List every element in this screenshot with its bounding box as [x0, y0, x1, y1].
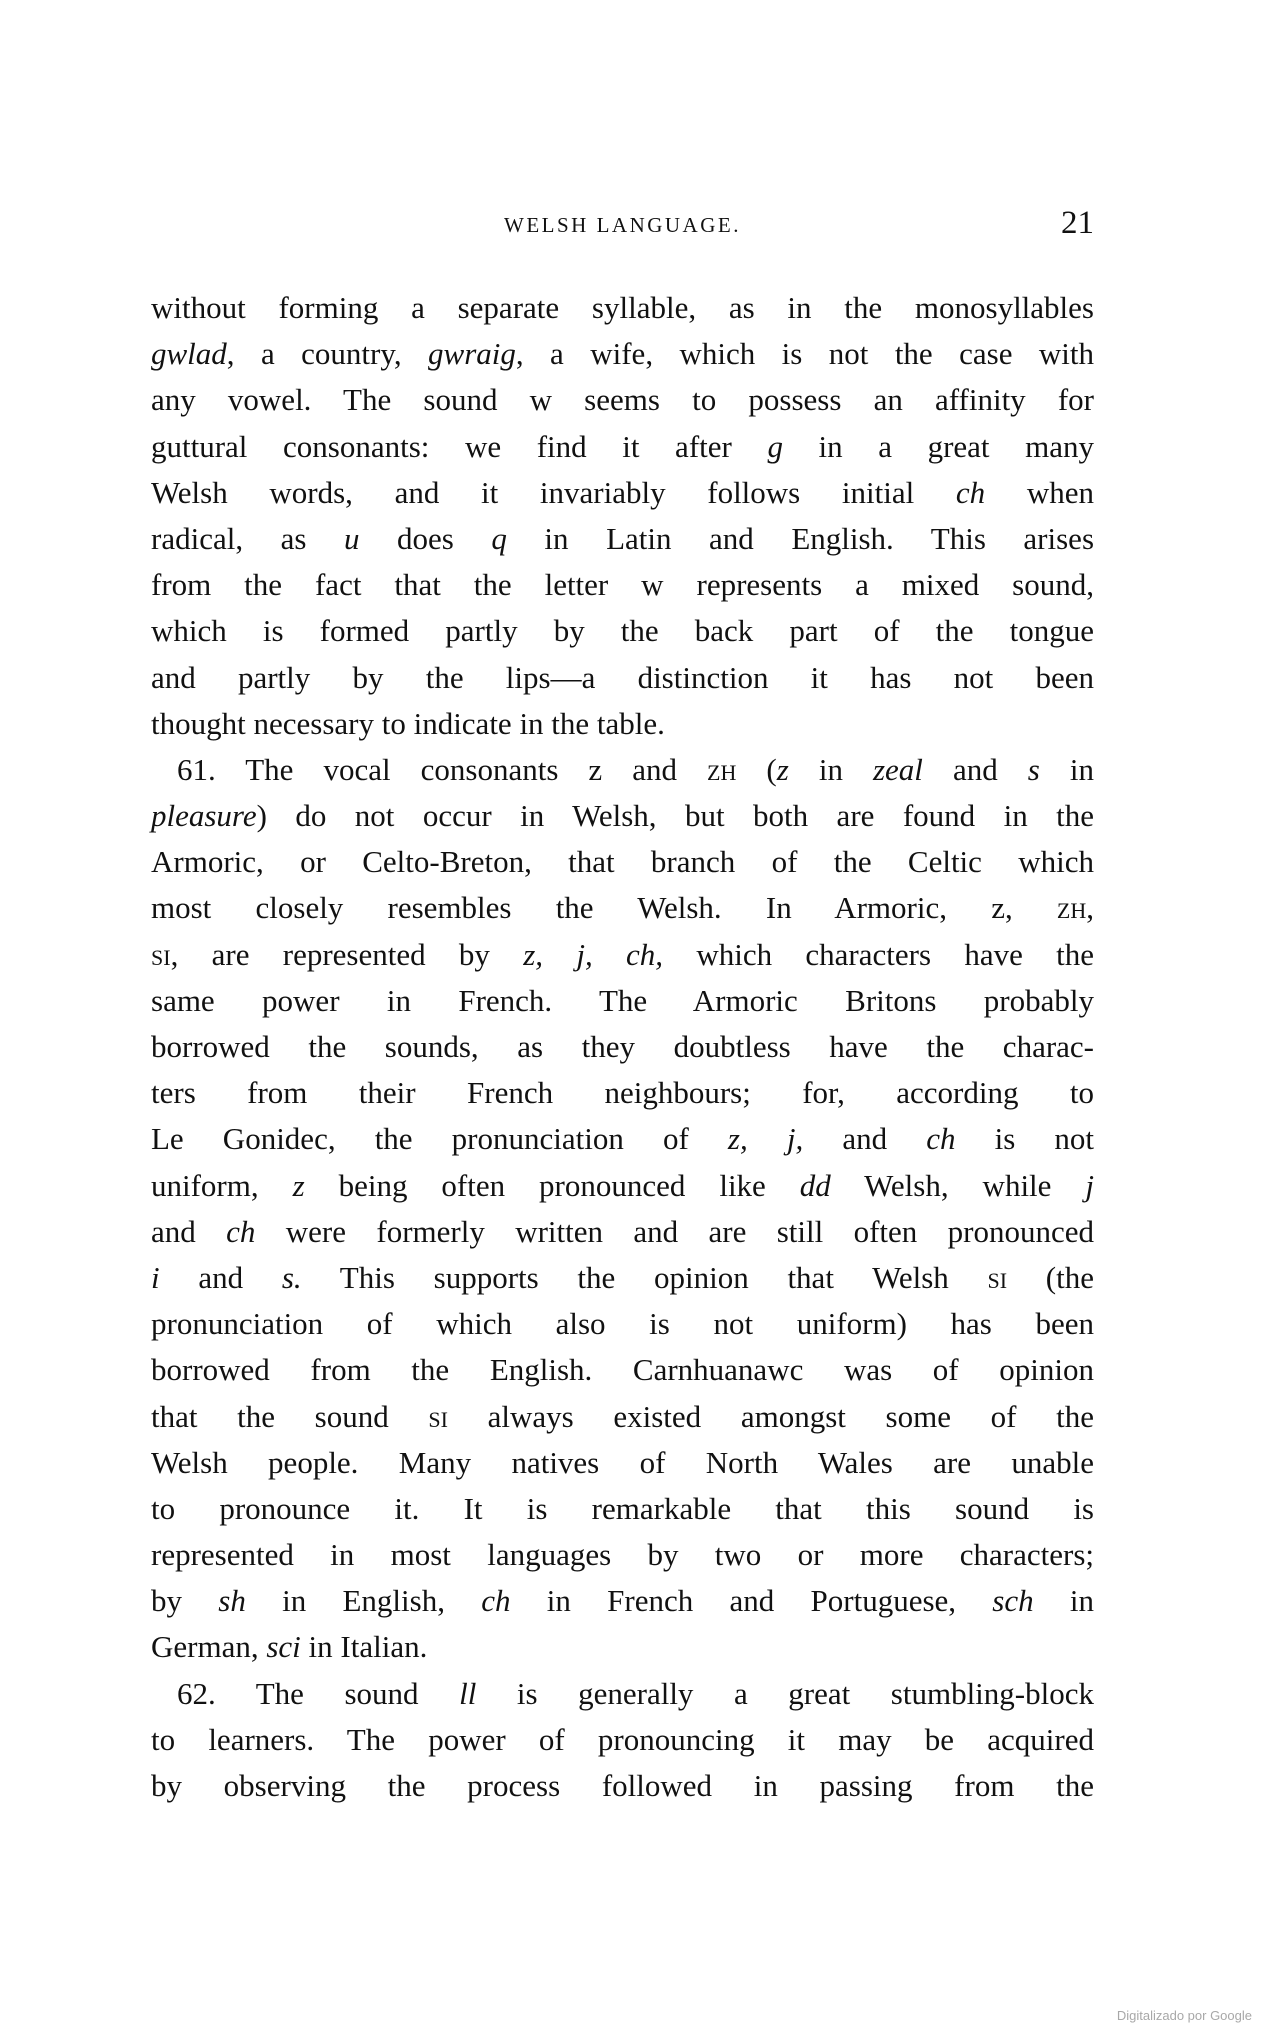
text-segment: and	[803, 1121, 927, 1157]
text-line	[151, 377, 1094, 423]
paragraph	[151, 747, 1094, 1671]
page-number: 21	[1061, 205, 1094, 241]
text-segment: any vowel. The sound w seems to possess an affinity for	[151, 382, 1094, 418]
text-line	[151, 1717, 1094, 1763]
text-segment: in	[788, 751, 873, 787]
italic-text: q	[491, 520, 507, 556]
text-line	[151, 655, 1094, 701]
text-segment: to learners. The power of pronouncing it may be acquired	[151, 1721, 1094, 1757]
text-segment: radical, as	[151, 520, 344, 556]
text-segment: borrowed from the English. Carnhuanawc was of opinion	[151, 1352, 1094, 1388]
text-line	[151, 1671, 1094, 1717]
text-line	[151, 1255, 1094, 1301]
italic-text: ch	[481, 1583, 511, 1619]
running-title: WELSH LANGUAGE.	[504, 213, 741, 237]
text-line	[151, 470, 1094, 516]
text-segment: , a country,	[226, 336, 429, 372]
text-segment: without forming a separate syllable, as in the monosyllables	[151, 290, 1094, 325]
italic-text: ch	[926, 1121, 956, 1157]
text-line	[151, 1347, 1094, 1393]
text-segment: is generally a great stumbling-block	[476, 1675, 1094, 1711]
paragraph	[151, 1671, 1094, 1810]
italic-text: sh	[218, 1583, 246, 1619]
text-segment: 61. The vocal consonants z and	[177, 751, 708, 787]
text-segment: being often pronounced like	[304, 1167, 800, 1203]
text-line	[151, 516, 1094, 562]
text-line	[151, 331, 1094, 377]
text-line	[151, 932, 1094, 978]
text-segment: were formerly written and are still often pronounced	[255, 1213, 1094, 1249]
text-segment: ) do not occur in Welsh, but both are found in the	[256, 798, 1094, 834]
text-segment: always existed amongst some of the	[447, 1398, 1094, 1434]
text-segment: and	[151, 1213, 227, 1249]
italic-text: z, j, ch,	[523, 936, 664, 972]
text-segment: in Italian.	[300, 1629, 428, 1665]
text-segment: borrowed the sounds, as they doubtless have the charac-	[151, 1029, 1094, 1064]
page-header	[151, 205, 1094, 245]
text-segment: guttural consonants: we find it after	[151, 428, 768, 464]
small-caps-text: si	[428, 1398, 448, 1434]
paragraph	[151, 285, 1094, 747]
italic-text: gwlad	[151, 336, 227, 372]
text-line	[151, 1578, 1094, 1624]
text-segment: pronunciation of which also is not uniform) has been	[151, 1306, 1094, 1342]
italic-text: sci	[266, 1629, 301, 1665]
italic-text: z	[776, 751, 789, 787]
italic-text: zeal	[872, 751, 923, 787]
text-segment: This supports the opinion that Welsh	[301, 1259, 988, 1295]
text-segment: Welsh people. Many natives of North Wales are unable	[151, 1444, 1094, 1480]
text-line	[151, 793, 1094, 839]
text-segment: Armoric, or Celto-Breton, that branch of the Celtic which	[151, 844, 1094, 880]
italic-text: ll	[459, 1675, 477, 1711]
small-caps-text: si	[151, 936, 171, 972]
text-segment: most closely resembles the Welsh. In Armoric, z,	[151, 890, 1057, 926]
text-segment: which characters have the	[663, 936, 1095, 972]
text-segment: , a wife, which is not the case with	[515, 336, 1094, 372]
italic-text: i	[151, 1259, 160, 1295]
text-segment: and partly by the lips—a distinction it has not been	[151, 659, 1094, 695]
italic-text: s	[1027, 751, 1040, 787]
body-text	[151, 285, 1094, 1809]
text-line	[151, 1532, 1094, 1578]
text-segment: 62. The sound	[177, 1675, 460, 1711]
text-segment: which is formed partly by the back part of the tongue	[151, 613, 1094, 649]
italic-text: g	[767, 428, 783, 464]
italic-text: ch	[955, 474, 986, 510]
text-line	[151, 1394, 1094, 1440]
text-line	[151, 839, 1094, 885]
text-segment: , are represented by	[170, 936, 524, 972]
italic-text: dd	[799, 1167, 831, 1203]
text-segment: by observing the process followed in passing from the	[151, 1768, 1094, 1803]
italic-text: u	[343, 520, 360, 556]
text-segment: from the fact that the letter w represents a mixed sound,	[151, 567, 1094, 603]
text-line	[151, 747, 1094, 793]
text-segment: ,	[1086, 890, 1094, 926]
text-segment: uniform,	[151, 1167, 293, 1203]
italic-text: z, j,	[727, 1121, 804, 1157]
text-segment: and	[922, 751, 1028, 787]
text-line	[151, 978, 1094, 1024]
text-segment: in	[1033, 1583, 1095, 1619]
text-line	[151, 1440, 1094, 1486]
text-segment: in a great many	[782, 428, 1094, 464]
text-segment: is not	[955, 1121, 1095, 1157]
small-caps-text: si	[987, 1259, 1008, 1295]
italic-text: s.	[281, 1259, 302, 1295]
text-segment: (	[736, 751, 777, 787]
text-line	[151, 1624, 1094, 1670]
text-line	[151, 562, 1094, 608]
text-segment: in French and Portuguese,	[510, 1583, 993, 1619]
small-caps-text: zh	[1056, 890, 1087, 926]
text-segment: in	[1039, 751, 1094, 787]
italic-text: gwraig	[428, 336, 516, 372]
text-line	[151, 285, 1094, 331]
text-segment: Le Gonidec, the pronunciation of	[151, 1121, 728, 1157]
text-segment: German,	[151, 1629, 267, 1665]
text-segment: ters from their French neighbours; for, according to	[151, 1075, 1094, 1111]
text-segment: Welsh words, and it invariably follows initial	[151, 474, 956, 510]
text-line	[151, 1024, 1094, 1070]
text-segment: by	[151, 1583, 219, 1619]
text-segment: Welsh, while	[830, 1167, 1086, 1203]
italic-text: sch	[992, 1583, 1034, 1619]
text-line	[151, 1116, 1094, 1162]
text-segment: same power in French. The Armoric Britons probably	[151, 982, 1094, 1018]
italic-text: pleasure	[151, 798, 257, 834]
text-line	[151, 701, 1094, 747]
text-line	[151, 608, 1094, 654]
text-segment: that the sound	[151, 1398, 429, 1434]
text-line	[151, 1486, 1094, 1532]
text-segment: and	[159, 1259, 282, 1295]
text-line	[151, 424, 1094, 470]
italic-text: ch	[226, 1213, 256, 1249]
small-caps-text: zh	[707, 751, 737, 787]
scan-watermark: Digitalizado por Google	[1116, 2008, 1252, 2023]
text-segment: when	[985, 474, 1094, 510]
text-segment: in Latin and English. This arises	[506, 520, 1095, 556]
text-line	[151, 885, 1094, 931]
italic-text: z	[292, 1167, 305, 1203]
italic-text: j	[1085, 1167, 1094, 1203]
text-line	[151, 1763, 1094, 1809]
text-segment: does	[359, 520, 492, 556]
text-segment: (the	[1007, 1259, 1095, 1295]
text-segment: thought necessary to indicate in the table.	[151, 705, 665, 741]
text-segment: to pronounce it. It is remarkable that this sound is	[151, 1490, 1094, 1526]
text-line	[151, 1301, 1094, 1347]
text-segment: represented in most languages by two or more characters;	[151, 1537, 1094, 1573]
text-line	[151, 1163, 1094, 1209]
text-line	[151, 1070, 1094, 1116]
text-line	[151, 1209, 1094, 1255]
text-segment: in English,	[245, 1583, 482, 1619]
